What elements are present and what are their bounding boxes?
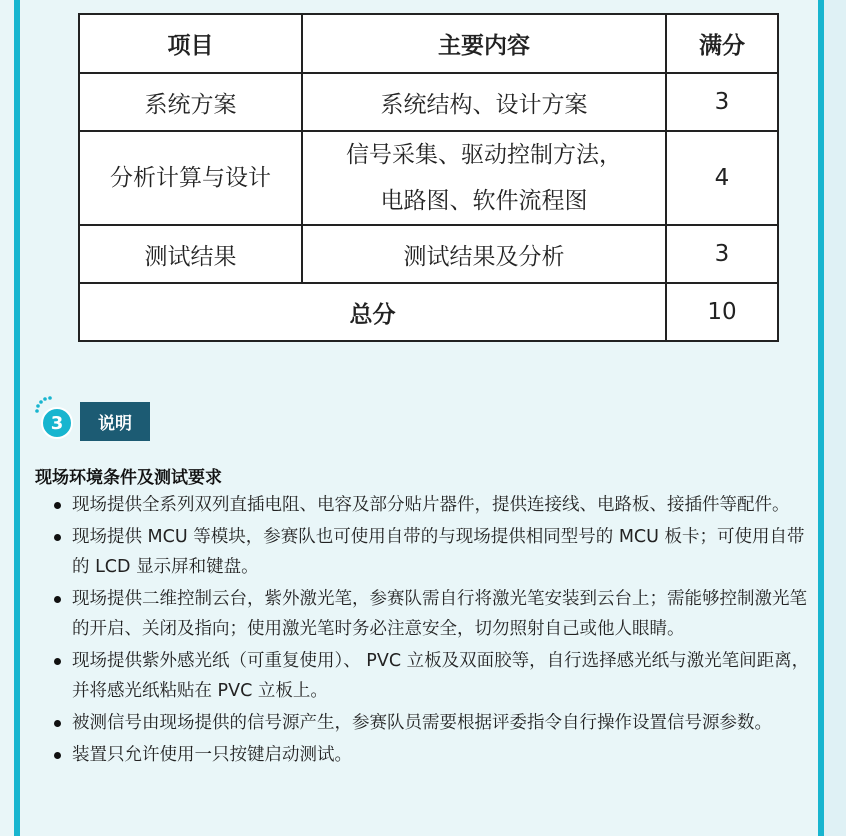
cell-item: 系统方案	[79, 73, 302, 131]
list-item: 现场提供紫外感光纸（可重复使用）、 PVC 立板及双面胶等，自行选择感光纸与激光笔间距离，并将感光纸粘贴在 PVC 立板上。	[52, 646, 812, 706]
cell-score: 4	[666, 131, 778, 225]
table-row	[79, 225, 778, 283]
cell-item: 测试结果	[79, 225, 302, 283]
header-item: 项目	[79, 14, 302, 73]
section-heading	[33, 395, 213, 445]
score-table	[78, 13, 779, 342]
right-edge-panel	[824, 0, 846, 836]
header-score: 满分	[666, 14, 778, 73]
table-total-row	[79, 283, 778, 341]
list-item: 现场提供 MCU 等模块，参赛队也可使用自带的与现场提供相同型号的 MCU 板卡；可使用自带的 LCD 显示屏和键盘。	[52, 522, 812, 582]
table-row	[79, 131, 778, 225]
cell-content	[302, 131, 666, 225]
header-content: 主要内容	[302, 14, 666, 73]
cell-score: 3	[666, 73, 778, 131]
table-header-row	[79, 14, 778, 73]
requirements-list	[52, 490, 812, 772]
cell-item: 分析计算与设计	[79, 131, 302, 225]
section-label: 说明	[80, 402, 150, 441]
cell-content-line: 信号采集、驱动控制方法，	[346, 142, 622, 168]
list-item: 装置只允许使用一只按键启动测试。	[52, 740, 812, 770]
total-label: 总分	[79, 283, 666, 341]
section-number-badge: 3	[41, 407, 73, 439]
list-item: 被测信号由现场提供的信号源产生，参赛队员需要根据评委指令自行操作设置信号源参数。	[52, 708, 812, 738]
cell-score: 3	[666, 225, 778, 283]
list-item: 现场提供二维控制云台，紫外激光笔，参赛队需自行将激光笔安装到云台上；需能够控制激光笔的开启、关闭及指向；使用激光笔时务必注意安全，切勿照射自己或他人眼睛。	[52, 584, 812, 644]
subsection-title: 现场环境条件及测试要求	[35, 468, 222, 488]
list-item: 现场提供全系列双列直插电阻、电容及部分贴片器件，提供连接线、电路板、接插件等配件。	[52, 490, 812, 520]
total-score: 10	[666, 283, 778, 341]
table-row	[79, 73, 778, 131]
cell-content: 测试结果及分析	[302, 225, 666, 283]
left-accent-bar	[14, 0, 20, 836]
cell-content: 系统结构、设计方案	[302, 73, 666, 131]
cell-content-line: 电路图、软件流程图	[380, 188, 588, 214]
